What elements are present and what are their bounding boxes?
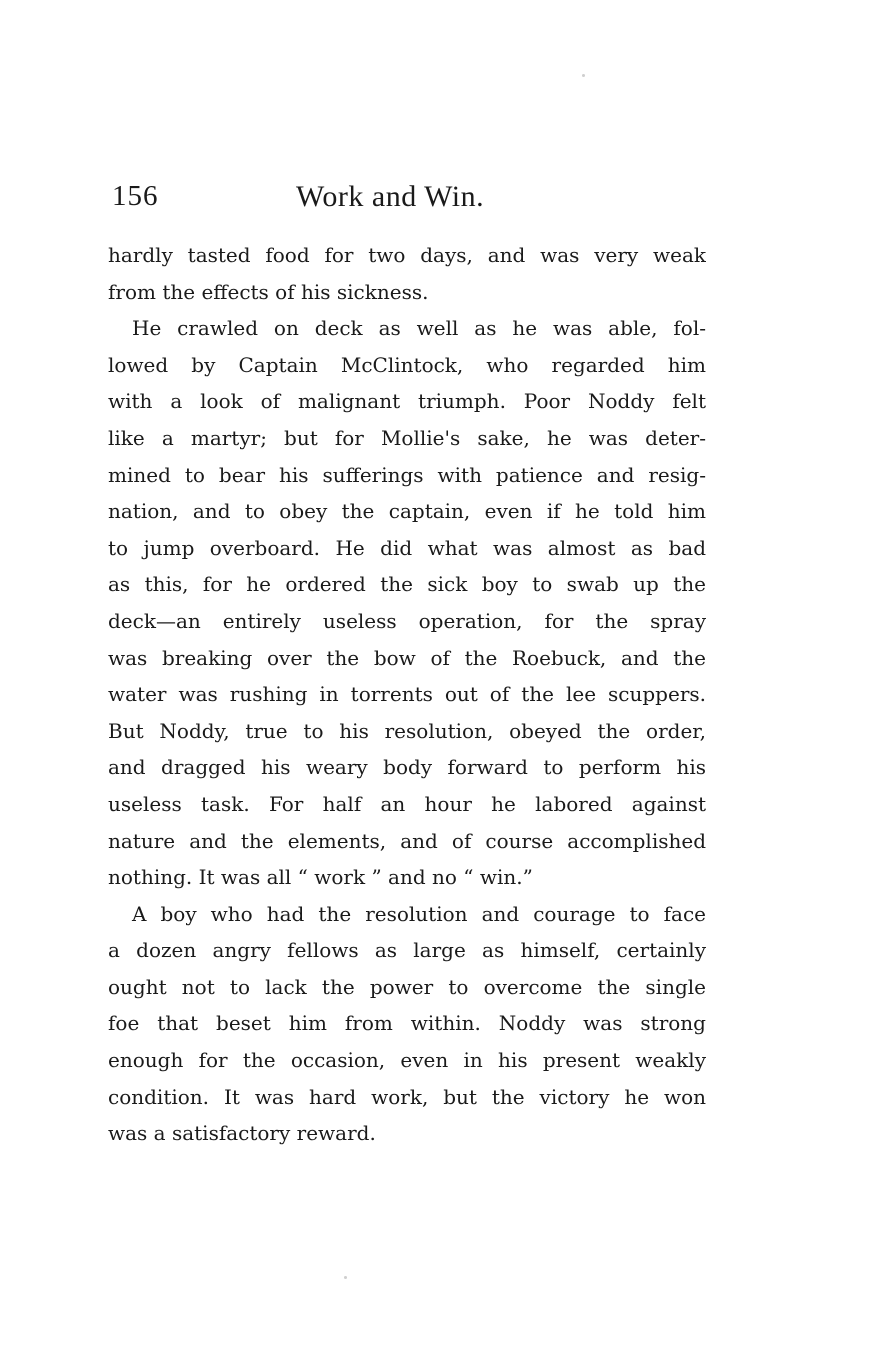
paragraph — [108, 237, 706, 310]
text-line: lowed by Captain McClintock, who regarded him — [108, 352, 706, 377]
running-title: Work and Win. — [296, 180, 485, 213]
text-line: water was rushing in torrents out of the lee scuppers. — [108, 682, 706, 707]
text-line: nothing. It was all “ work ” and no “ win.” — [108, 865, 533, 890]
text-line: A boy who had the resolution and courage to face — [132, 901, 706, 926]
text-line: condition. It was hard work, but the victory he won — [108, 1084, 706, 1109]
body-text — [108, 237, 706, 1152]
text-line: enough for the occasion, even in his present weakly — [108, 1048, 706, 1073]
text-line: nature and the elements, and of course accomplished — [108, 828, 706, 853]
page-header — [0, 180, 883, 224]
text-line: like a martyr; but for Mollie's sake, he was deter- — [108, 425, 706, 450]
text-line: to jump overboard. He did what was almost as bad — [108, 535, 706, 560]
page-number: 156 — [112, 180, 159, 212]
paragraph — [108, 310, 706, 896]
text-line: a dozen angry fellows as large as himself, certainly — [108, 938, 706, 963]
text-line: mined to bear his sufferings with patience and resig- — [108, 462, 706, 487]
text-line: He crawled on deck as well as he was able, fol- — [132, 316, 706, 341]
text-line: was breaking over the bow of the Roebuck, and the — [108, 645, 706, 670]
scan-speck — [344, 1276, 347, 1279]
text-line: hardly tasted food for two days, and was very weak — [108, 243, 706, 267]
text-line: was a satisfactory reward. — [108, 1121, 376, 1146]
text-line: and dragged his weary body forward to perform his — [108, 755, 706, 780]
scan-speck — [582, 74, 585, 77]
text-line: deck—an entirely useless operation, for the spray — [108, 608, 706, 633]
text-line: foe that beset him from within. Noddy was strong — [108, 1011, 706, 1036]
paragraph — [108, 896, 706, 1152]
text-line: useless task. For half an hour he labored against — [108, 791, 706, 816]
text-line: from the effects of his sickness. — [108, 279, 429, 304]
text-line: But Noddy, true to his resolution, obeyed the order, — [108, 718, 706, 743]
text-line: ought not to lack the power to overcome the single — [108, 974, 706, 999]
text-line: as this, for he ordered the sick boy to swab up the — [108, 572, 706, 597]
text-line: nation, and to obey the captain, even if he told him — [108, 499, 706, 524]
text-line: with a look of malignant triumph. Poor Noddy felt — [108, 389, 706, 414]
